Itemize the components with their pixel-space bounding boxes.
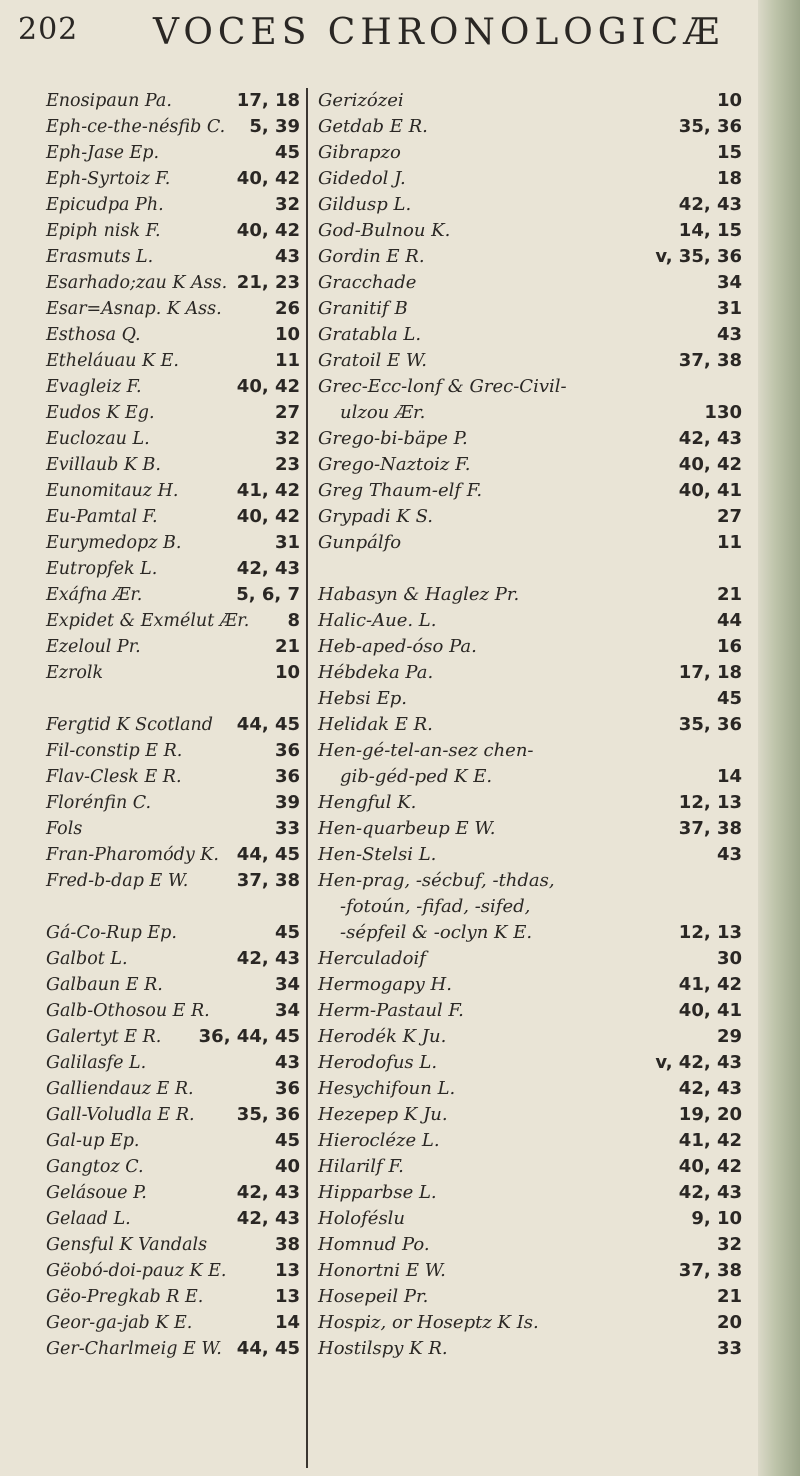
entry-name: Grypadi K S. — [318, 506, 433, 527]
entry-name: Gá-Co-Rup Ep. — [46, 923, 177, 943]
entry-name: Halic-Aue. L. — [318, 610, 437, 631]
entry-name: Helidak E R. — [318, 714, 433, 735]
index-entry — [46, 582, 300, 608]
entry-name: Esar=Asnap. K Ass. — [46, 299, 222, 319]
entry-name: Ger-Charlmeig E W. — [46, 1339, 222, 1359]
entry-name: Hosepeil Pr. — [318, 1286, 429, 1307]
entry-pages: 34 — [274, 974, 300, 995]
entry-pages: 23 — [274, 454, 300, 475]
entry-name: Fran-Pharomódy K. — [46, 845, 219, 865]
index-entry — [318, 400, 742, 426]
entry-pages: 15 — [716, 142, 742, 163]
entry-name: Expidet & Exmélut Ær. — [46, 611, 250, 631]
entry-pages: 40, 42 — [236, 506, 300, 527]
entry-name: Gunpálfo — [318, 532, 402, 553]
index-entry — [318, 1284, 742, 1310]
entry-name: Gidedol J. — [318, 168, 406, 189]
index-entry — [318, 1206, 742, 1232]
entry-name: Eunomitauz H. — [46, 481, 179, 501]
index-entry — [318, 270, 742, 296]
entry-pages: 11 — [716, 532, 742, 553]
index-entry — [46, 374, 300, 400]
entry-name: Grego-bi-bäpe P. — [318, 428, 468, 449]
index-entry — [318, 634, 742, 660]
entry-name: Eutropfek L. — [46, 559, 158, 579]
entry-pages: 13 — [274, 1286, 300, 1307]
index-entry — [46, 1180, 300, 1206]
entry-name: Gelásoue P. — [46, 1183, 147, 1203]
entry-name: Hébdeka Pa. — [318, 662, 434, 683]
entry-name: Hermogapy H. — [318, 974, 452, 995]
index-entry — [46, 1024, 300, 1050]
index-entry — [318, 972, 742, 998]
entry-pages: 42, 43 — [236, 1182, 300, 1203]
entry-pages: 32 — [274, 194, 300, 215]
entry-name: Galbot L. — [46, 949, 128, 969]
entry-pages: 44, 45 — [236, 844, 300, 865]
index-entry — [318, 140, 742, 166]
index-entry — [46, 270, 300, 296]
index-entry — [318, 764, 742, 790]
index-entry — [46, 608, 300, 634]
index-entry — [46, 192, 300, 218]
entry-name: Hen-gé-tel-an-sez chen- — [318, 740, 534, 761]
entry-name: Fols — [46, 819, 83, 839]
index-entry — [318, 530, 742, 556]
index-entry — [318, 868, 742, 894]
entry-pages: 32 — [716, 1234, 742, 1255]
index-entry — [46, 400, 300, 426]
entry-pages: 21 — [274, 636, 300, 657]
entry-name: Greg Thaum-elf F. — [318, 480, 483, 501]
entry-pages: v, 35, 36 — [655, 246, 742, 267]
entry-pages: 12, 13 — [678, 922, 742, 943]
entry-pages: 10 — [274, 662, 300, 683]
index-entry — [318, 244, 742, 270]
entry-name: Fred-b-dap E W. — [46, 871, 189, 891]
entry-name: Grec-Ecc-lonf & Grec-Civil- — [318, 376, 567, 397]
index-entry — [318, 946, 742, 972]
entry-name: Getdab E R. — [318, 116, 428, 137]
entry-pages: 45 — [716, 688, 742, 709]
entry-name: Gibrapzo — [318, 142, 401, 163]
index-entry — [318, 660, 742, 686]
index-entry — [318, 504, 742, 530]
index-entry — [46, 88, 300, 114]
entry-name: Ezeloul Pr. — [46, 637, 141, 657]
page-number: 202 — [18, 12, 79, 47]
index-entry — [318, 608, 742, 634]
index-entry — [46, 998, 300, 1024]
entry-pages: 43 — [716, 844, 742, 865]
entry-name: Galbaun E R. — [46, 975, 163, 995]
entry-name: Florénfin C. — [46, 793, 152, 813]
entry-pages: 30 — [716, 948, 742, 969]
index-entry — [318, 582, 742, 608]
index-entry — [46, 1206, 300, 1232]
entry-name: ulzou Ær. — [340, 402, 426, 423]
entry-pages: 5, 6, 7 — [236, 584, 300, 605]
index-entry — [318, 218, 742, 244]
entry-name: Herculadoif — [318, 948, 426, 969]
index-entry — [46, 1258, 300, 1284]
index-entry — [46, 972, 300, 998]
entry-name: Gerizózei — [318, 90, 404, 111]
entry-name: Honortni E W. — [318, 1260, 446, 1281]
entry-name: Esthosa Q. — [46, 325, 141, 345]
entry-name: Galliendauz E R. — [46, 1079, 194, 1099]
index-column-left — [46, 88, 300, 1362]
index-entry — [46, 244, 300, 270]
entry-pages: 43 — [274, 1052, 300, 1073]
index-entry — [46, 140, 300, 166]
entry-pages: 42, 43 — [678, 1182, 742, 1203]
entry-pages: 17, 18 — [236, 90, 300, 111]
entry-pages: 18 — [716, 168, 742, 189]
entry-pages: 14, 15 — [678, 220, 742, 241]
entry-name: Exáfna Ær. — [46, 585, 143, 605]
entry-pages: 34 — [716, 272, 742, 293]
entry-pages: 36 — [274, 766, 300, 787]
entry-pages: 34 — [274, 1000, 300, 1021]
entry-name: -sépfeil & -oclyn K E. — [340, 922, 533, 943]
index-entry — [318, 426, 742, 452]
entry-name: Gëobó-doi-pauz K E. — [46, 1261, 227, 1281]
entry-pages: 35, 36 — [236, 1104, 300, 1125]
entry-pages: 41, 42 — [678, 974, 742, 995]
entry-name: Hen-Stelsi L. — [318, 844, 437, 865]
index-entry — [46, 1154, 300, 1180]
index-entry — [318, 192, 742, 218]
entry-name: Evillaub K B. — [46, 455, 161, 475]
entry-pages: 45 — [274, 922, 300, 943]
entry-name: Habasyn & Haglez Pr. — [318, 584, 520, 605]
entry-pages: 31 — [274, 532, 300, 553]
entry-name: Holoféslu — [318, 1208, 406, 1229]
entry-pages: 14 — [274, 1312, 300, 1333]
index-entry — [318, 998, 742, 1024]
entry-pages: 37, 38 — [678, 350, 742, 371]
entry-pages: v, 42, 43 — [655, 1052, 742, 1073]
entry-pages: 40 — [274, 1156, 300, 1177]
index-entry — [318, 712, 742, 738]
index-entry — [46, 660, 300, 686]
index-entry — [46, 1128, 300, 1154]
index-entry — [318, 1050, 742, 1076]
entry-pages: 40, 42 — [678, 1156, 742, 1177]
entry-name: Epicudpa Ph. — [46, 195, 164, 215]
entry-pages: 40, 41 — [678, 1000, 742, 1021]
entry-name: Gratabla L. — [318, 324, 422, 345]
index-entry — [318, 452, 742, 478]
index-entry — [46, 322, 300, 348]
entry-pages: 26 — [274, 298, 300, 319]
entry-name: Gall-Voludla E R. — [46, 1105, 195, 1125]
entry-name: Galertyt E R. — [46, 1027, 162, 1047]
index-entry — [46, 842, 300, 868]
index-entry — [318, 1024, 742, 1050]
index-entry — [318, 1154, 742, 1180]
entry-name: Flav-Clesk E R. — [46, 767, 182, 787]
index-entry — [46, 114, 300, 140]
index-entry — [318, 296, 742, 322]
entry-name: Homnud Po. — [318, 1234, 430, 1255]
entry-pages: 44, 45 — [236, 714, 300, 735]
index-entry — [46, 1310, 300, 1336]
index-entry — [318, 1102, 742, 1128]
entry-name: Enosipaun Pa. — [46, 91, 172, 111]
index-entry — [46, 1050, 300, 1076]
entry-pages: 17, 18 — [678, 662, 742, 683]
entry-name: Gensful K Vandals — [46, 1235, 208, 1255]
entry-name: Hierocléze L. — [318, 1130, 440, 1151]
entry-pages: 10 — [716, 90, 742, 111]
entry-name: Hipparbse L. — [318, 1182, 437, 1203]
index-column-right — [318, 88, 742, 1362]
entry-pages: 13 — [274, 1260, 300, 1281]
entry-pages: 44, 45 — [236, 1338, 300, 1359]
index-entry — [46, 920, 300, 946]
entry-pages: 43 — [274, 246, 300, 267]
entry-pages: 16 — [716, 636, 742, 657]
index-entry — [46, 816, 300, 842]
entry-name: Epiph nisk F. — [46, 221, 161, 241]
entry-name: Grego-Naztoiz F. — [318, 454, 471, 475]
entry-pages: 20 — [716, 1312, 742, 1333]
entry-name: Galb-Othosou E R. — [46, 1001, 210, 1021]
entry-name: Hostilspy K R. — [318, 1338, 448, 1359]
index-entry — [318, 738, 742, 764]
entry-pages: 32 — [274, 428, 300, 449]
index-entry — [46, 348, 300, 374]
entry-name: Eph-Syrtoiz F. — [46, 169, 171, 189]
entry-name: Hen-prag, -sécbuf, -thdas, — [318, 870, 555, 891]
entry-name: Gracchade — [318, 272, 417, 293]
entry-name: Geor-ga-jab K E. — [46, 1313, 193, 1333]
entry-pages: 11 — [274, 350, 300, 371]
index-entry — [318, 1180, 742, 1206]
index-entry — [318, 1310, 742, 1336]
entry-pages: 5, 39 — [249, 116, 300, 137]
entry-pages: 42, 43 — [678, 1078, 742, 1099]
index-entry — [46, 712, 300, 738]
index-entry — [46, 556, 300, 582]
index-entry — [46, 868, 300, 894]
entry-name: God-Bulnou K. — [318, 220, 451, 241]
index-entry — [318, 478, 742, 504]
entry-name: Heb-aped-óso Pa. — [318, 636, 477, 657]
index-entry — [46, 478, 300, 504]
entry-name: Hospiz, or Hoseptz K Is. — [318, 1312, 539, 1333]
entry-name: Fergtid K Scotland — [46, 715, 214, 735]
entry-pages: 33 — [716, 1338, 742, 1359]
entry-pages: 42, 43 — [678, 428, 742, 449]
entry-name: Hebsi Ep. — [318, 688, 407, 709]
entry-pages: 35, 36 — [678, 714, 742, 735]
entry-name: Herodofus L. — [318, 1052, 438, 1073]
entry-pages: 44 — [716, 610, 742, 631]
index-entry — [46, 1076, 300, 1102]
entry-name: Granitif B — [318, 298, 408, 319]
entry-name: Gildusp L. — [318, 194, 412, 215]
index-entry — [46, 530, 300, 556]
index-entry — [318, 374, 742, 400]
running-title: VOCES CHRONOLOGICÆ — [153, 12, 725, 53]
entry-pages: 33 — [274, 818, 300, 839]
index-entry — [318, 1258, 742, 1284]
entry-name: Gordin E R. — [318, 246, 425, 267]
entry-pages: 37, 38 — [678, 818, 742, 839]
entry-name: gib-géd-ped K E. — [340, 766, 493, 787]
index-entry — [46, 738, 300, 764]
entry-name: Evagleiz F. — [46, 377, 142, 397]
index-entry — [46, 218, 300, 244]
index-entry — [318, 842, 742, 868]
entry-pages: 45 — [274, 142, 300, 163]
entry-name: Gëo-Pregkab R E. — [46, 1287, 204, 1307]
entry-pages: 40, 42 — [236, 376, 300, 397]
index-entry — [318, 920, 742, 946]
entry-pages: 19, 20 — [678, 1104, 742, 1125]
entry-pages: 35, 36 — [678, 116, 742, 137]
entry-pages: 37, 38 — [678, 1260, 742, 1281]
entry-pages: 37, 38 — [236, 870, 300, 891]
entry-name: Gelaad L. — [46, 1209, 131, 1229]
entry-pages: 14 — [716, 766, 742, 787]
entry-pages: 36, 44, 45 — [198, 1026, 300, 1047]
entry-pages: 21 — [716, 1286, 742, 1307]
entry-pages: 36 — [274, 1078, 300, 1099]
entry-pages: 42, 43 — [236, 948, 300, 969]
index-entry — [46, 296, 300, 322]
entry-pages: 27 — [716, 506, 742, 527]
entry-pages: 43 — [716, 324, 742, 345]
index-entry — [318, 88, 742, 114]
entry-name: Eu-Pamtal F. — [46, 507, 158, 527]
entry-name: -fotoún, -fifad, -sifed, — [340, 896, 531, 917]
entry-pages: 27 — [274, 402, 300, 423]
index-entry — [318, 114, 742, 140]
entry-name: Erasmuts L. — [46, 247, 154, 267]
entry-name: Hengful K. — [318, 792, 417, 813]
entry-name: Esarhado;zau K Ass. — [46, 273, 228, 293]
entry-name: Euclozau L. — [46, 429, 150, 449]
entry-name: Herodék K Ju. — [318, 1026, 447, 1047]
entry-pages: 10 — [274, 324, 300, 345]
index-entry — [318, 1336, 742, 1362]
entry-pages: 29 — [716, 1026, 742, 1047]
entry-pages: 21, 23 — [236, 272, 300, 293]
entry-name: Eph-ce-the-nésfib C. — [46, 117, 226, 137]
entry-pages: 40, 42 — [236, 168, 300, 189]
entry-name: Ezrolk — [46, 663, 104, 683]
entry-pages: 12, 13 — [678, 792, 742, 813]
index-entry — [46, 504, 300, 530]
index-entry — [46, 426, 300, 452]
index-entry — [46, 1336, 300, 1362]
entry-pages: 41, 42 — [236, 480, 300, 501]
entry-pages: 9, 10 — [691, 1208, 742, 1229]
entry-name: Eudos K Eg. — [46, 403, 155, 423]
entry-pages: 42, 43 — [236, 558, 300, 579]
index-entry — [318, 1076, 742, 1102]
index-entry — [318, 894, 742, 920]
index-entry — [46, 166, 300, 192]
entry-name: Eph-Jase Ep. — [46, 143, 160, 163]
entry-pages: 36 — [274, 740, 300, 761]
index-entry — [46, 452, 300, 478]
index-entry — [46, 946, 300, 972]
index-entry — [46, 1232, 300, 1258]
entry-name: Gangtoz C. — [46, 1157, 144, 1177]
entry-pages: 45 — [274, 1130, 300, 1151]
entry-pages: 42, 43 — [678, 194, 742, 215]
entry-name: Gratoil E W. — [318, 350, 427, 371]
entry-name: Hilarilf F. — [318, 1156, 404, 1177]
index-entry — [318, 816, 742, 842]
entry-pages: 40, 42 — [236, 220, 300, 241]
entry-name: Hezepep K Ju. — [318, 1104, 448, 1125]
entry-name: Fil-constip E R. — [46, 741, 183, 761]
entry-pages: 41, 42 — [678, 1130, 742, 1151]
index-entry — [318, 166, 742, 192]
index-entry — [318, 1232, 742, 1258]
paper-edge — [758, 0, 800, 1476]
index-entry — [46, 1284, 300, 1310]
index-entry — [318, 322, 742, 348]
index-entry — [46, 1102, 300, 1128]
index-entry — [318, 686, 742, 712]
entry-pages: 40, 41 — [678, 480, 742, 501]
entry-pages: 8 — [287, 610, 300, 631]
entry-name: Etheláuau K E. — [46, 351, 179, 371]
index-entry — [46, 790, 300, 816]
index-entry — [46, 764, 300, 790]
entry-pages: 31 — [716, 298, 742, 319]
entry-name: Hen-quarbeup E W. — [318, 818, 496, 839]
entry-name: Gal-up Ep. — [46, 1131, 140, 1151]
entry-name: Galilasfe L. — [46, 1053, 147, 1073]
page-header — [18, 12, 758, 62]
entry-pages: 40, 42 — [678, 454, 742, 475]
index-entry — [318, 1128, 742, 1154]
index-entry — [318, 348, 742, 374]
entry-name: Eurymedopz B. — [46, 533, 182, 553]
entry-pages: 39 — [274, 792, 300, 813]
entry-pages: 130 — [704, 402, 742, 423]
entry-name: Herm-Pastaul F. — [318, 1000, 464, 1021]
entry-pages: 38 — [274, 1234, 300, 1255]
index-entry — [46, 634, 300, 660]
entry-pages: 21 — [716, 584, 742, 605]
index-entry — [318, 790, 742, 816]
entry-pages: 42, 43 — [236, 1208, 300, 1229]
entry-name: Hesychifoun L. — [318, 1078, 456, 1099]
